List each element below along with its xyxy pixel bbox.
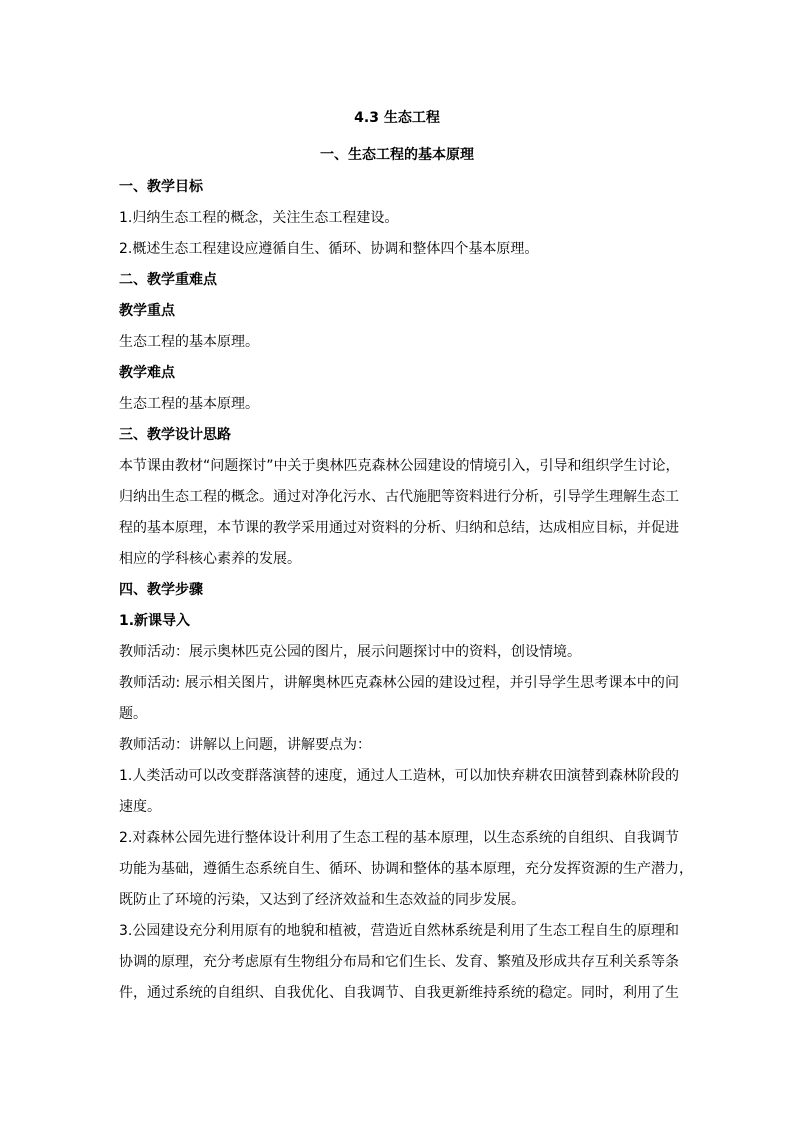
section-title: 一、生态工程的基本原理 (320, 147, 474, 163)
subheading-introduction: 1.新课导入 (119, 613, 191, 629)
paragraph-line: 功能为基础，遵循生态系统自生、循环、协调和整体的基本原理，充分发挥资源的生产潜力， (119, 861, 693, 877)
paragraph-line: 生态工程的基本原理。 (119, 396, 259, 412)
heading-teaching-steps: 四、教学步骤 (119, 582, 203, 598)
paragraph-line: 1.归纳生态工程的概念，关注生态工程建设。 (119, 210, 399, 226)
paragraph-line: 2.对森林公园先进行整体设计利用了生态工程的基本原理，以生态系统的自组织、自我调节 (119, 830, 679, 846)
paragraph-line: 题。 (119, 706, 147, 722)
paragraph-line: 归纳出生态工程的概念。通过对净化污水、古代施肥等资料进行分析，引导学生理解生态工 (119, 489, 679, 505)
document-title: 4.3 生态工程 (354, 110, 440, 126)
paragraph-line: 生态工程的基本原理。 (119, 334, 259, 350)
paragraph-line: 速度。 (119, 799, 161, 815)
paragraph-line: 程的基本原理，本节课的教学采用通过对资料的分析、归纳和总结，达成相应目标，并促进 (119, 520, 679, 536)
paragraph-line: 3.公园建设充分利用原有的地貌和植被，营造近自然林系统是利用了生态工程自生的原理和 (119, 923, 679, 939)
heading-design-idea: 三、教学设计思路 (119, 427, 231, 443)
paragraph-line: 1.人类活动可以改变群落演替的速度，通过人工造林，可以加快弃耕农田演替到森林阶段的 (119, 768, 679, 784)
paragraph-line: 既防止了环境的污染，又达到了经济效益和生态效益的同步发展。 (119, 892, 525, 908)
paragraph-line: 2.概述生态工程建设应遵循自生、循环、协调和整体四个基本原理。 (119, 241, 539, 257)
paragraph-line: 协调的原理，充分考虑原有生物组分布局和它们生长、发育、繁殖及形成共存互利关系等条 (119, 954, 679, 970)
subheading-difficult-point: 教学难点 (119, 365, 175, 381)
subheading-key-point: 教学重点 (119, 303, 175, 319)
heading-teaching-goals: 一、教学目标 (119, 179, 203, 195)
heading-key-difficult-points: 二、教学重难点 (119, 272, 217, 288)
paragraph-line: 教师活动：讲解以上问题，讲解要点为： (119, 737, 371, 753)
paragraph-line: 教师活动: 展示相关图片，讲解奥林匹克森林公园的建设过程，并引导学生思考课本中的问 (119, 675, 679, 691)
paragraph-line: 教师活动：展示奥林匹克公园的图片，展示问题探讨中的资料，创设情境。 (119, 644, 581, 660)
paragraph-line: 相应的学科核心素养的发展。 (119, 551, 301, 567)
paragraph-line: 本节课由教材“问题探讨”中关于奥林匹克森林公园建设的情境引入，引导和组织学生讨论， (119, 458, 680, 474)
paragraph-line: 件，通过系统的自组织、自我优化、自我调节、自我更新维持系统的稳定。同时，利用了生 (119, 985, 679, 1001)
